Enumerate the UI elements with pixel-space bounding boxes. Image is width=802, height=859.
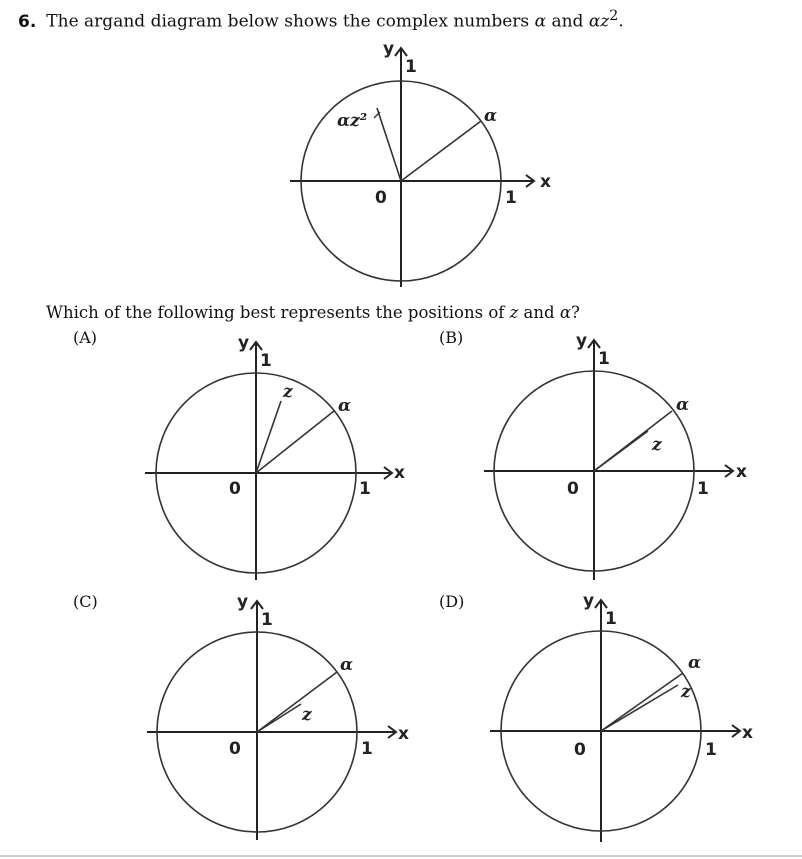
x-one-label: 1 [505, 188, 517, 208]
origin-label: 0 [574, 740, 586, 760]
z-symbol: z [509, 303, 519, 322]
x-axis-label: x [742, 723, 753, 743]
z-label: z [681, 682, 691, 702]
option-d-label[interactable]: (D) [439, 592, 465, 611]
period: . [618, 11, 624, 32]
origin-label: 0 [229, 739, 241, 759]
alpha-label: α [484, 106, 498, 126]
z-label: z [652, 435, 662, 455]
origin-label: 0 [229, 479, 241, 499]
option-a-label[interactable]: (A) [73, 328, 98, 347]
x-one-label: 1 [697, 479, 709, 499]
z-label: z [283, 382, 293, 402]
y-one-label: 1 [260, 351, 272, 371]
question-text: The argand diagram below shows the complex numbers [46, 11, 535, 32]
x-one-label: 1 [361, 739, 373, 759]
x-one-label: 1 [359, 479, 371, 499]
y-axis-label: y [383, 39, 395, 59]
y-axis-label: y [576, 331, 588, 351]
y-axis-label: y [237, 592, 249, 612]
z-vector [601, 685, 678, 731]
y-one-label: 1 [605, 609, 617, 629]
alpha-z-symbol: αz [588, 11, 610, 32]
and-word: and [518, 303, 560, 322]
option-c-label[interactable]: (C) [73, 592, 98, 611]
alpha-label: α [688, 653, 702, 673]
question-mark: ? [571, 303, 580, 322]
alpha-symbol: α [534, 11, 547, 32]
option-b-label[interactable]: (B) [439, 328, 464, 347]
x-one-label: 1 [705, 740, 717, 760]
y-one-label: 1 [405, 57, 417, 77]
alpha-vector [601, 673, 683, 731]
az2-label: αz² [337, 111, 368, 131]
origin-label: 0 [567, 479, 579, 499]
bottom-divider [0, 855, 802, 857]
alpha-label: α [340, 655, 354, 675]
z-label: z [302, 705, 312, 725]
origin-label: 0 [375, 188, 387, 208]
alpha-label: α [676, 395, 690, 415]
y-one-label: 1 [261, 610, 273, 630]
and-word: and [546, 11, 589, 32]
x-axis-label: x [736, 462, 747, 482]
question-number: 6. [18, 11, 37, 32]
y-one-label: 1 [598, 349, 610, 369]
x-axis-label: x [394, 463, 405, 483]
y-axis-label: y [238, 333, 250, 353]
x-axis-label: x [540, 172, 551, 192]
alpha-label: α [338, 396, 352, 416]
alpha-symbol: α [559, 303, 571, 322]
superscript-two: 2 [609, 8, 619, 24]
y-axis-label: y [583, 591, 595, 611]
x-axis-label: x [398, 724, 409, 744]
sub-question-text: Which of the following best represents the positions of [46, 303, 510, 322]
